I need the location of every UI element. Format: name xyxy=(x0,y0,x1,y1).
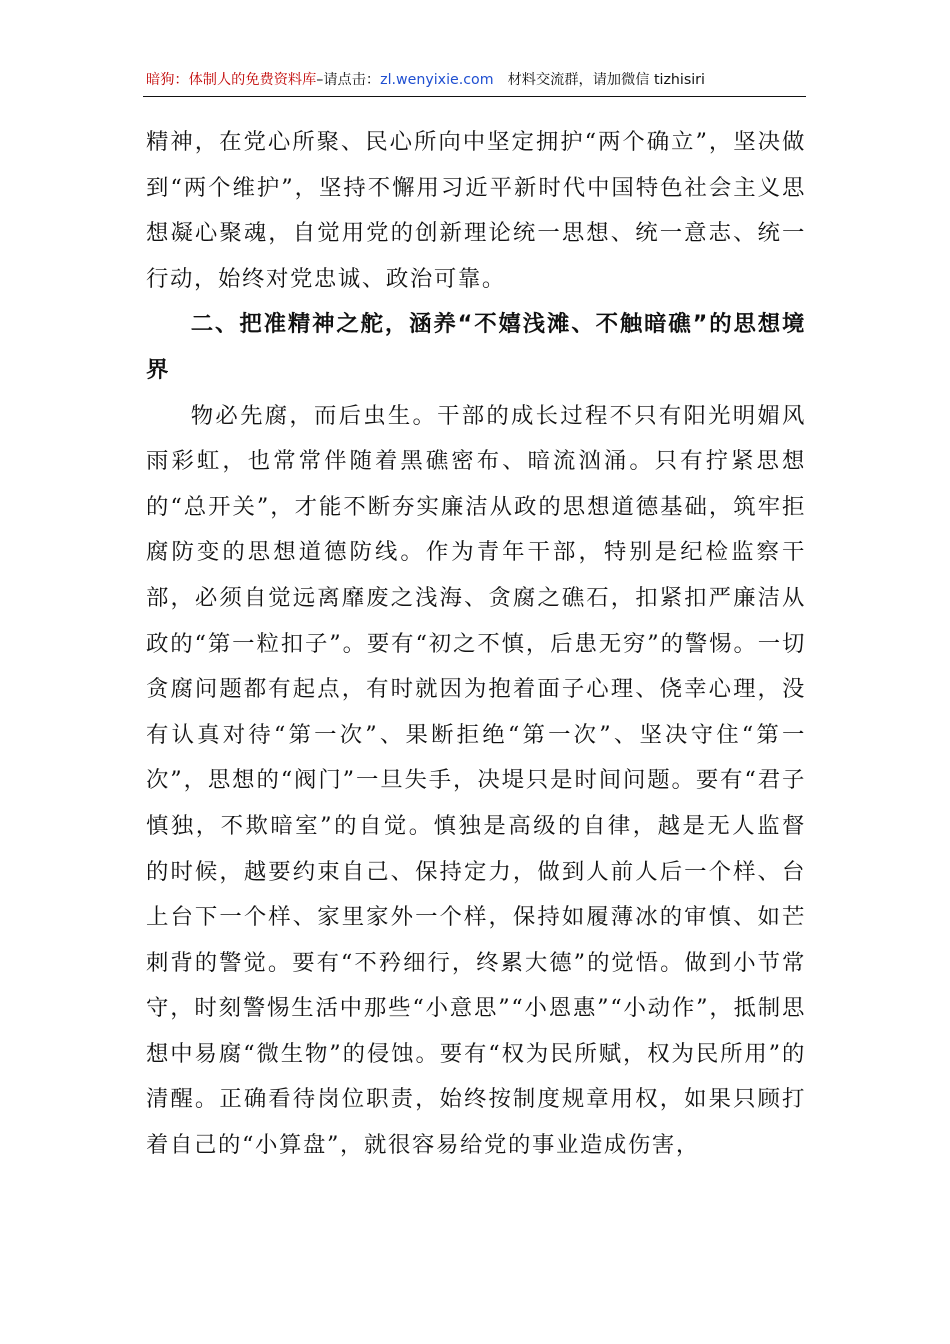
header-prompt: –请点击： xyxy=(316,72,381,88)
header-wechat-note: 材料交流群，请加微信 tizhisiri xyxy=(507,72,705,88)
header-brand: 暗狗：体制人的免费资料库 xyxy=(146,72,317,88)
document-body xyxy=(146,120,806,1169)
body-paragraph-1: 精神，在党心所聚、民心所向中坚定拥护“两个确立”，坚决做到“两个维护”，坚持不懈用习近平新时代中国特色社会主义思想凝心聚魂，自觉用党的创新理论统一思想、统一意志、统一行动，始终对党忠诚、政治可靠。 xyxy=(146,129,806,292)
header-divider xyxy=(143,96,806,97)
page-header xyxy=(146,66,804,96)
body-paragraph-2: 物必先腐，而后虫生。干部的成长过程不只有阳光明媚风雨彩虹，也常常伴随着黑礁密布、暗流汹涌。只有拧紧思想的“总开关”，才能不断夯实廉洁从政的思想道德基础，筑牢拒腐防变的思想道德防线。作为青年干部，特别是纪检监察干部，必须自觉远离靡废之浅海、贪腐之礁石，扣紧扣严廉洁从政的“第一粒扣子”。要有“初之不慎，后患无穷”的警惕。一切贪腐问题都有起点，有时就因为抱着面子心理、侥幸心理，没有认真对待“第一次”、果断拒绝“第一次”、坚决守住“第一次”，思想的“阀门”一旦失手，决堤只是时间问题。要有“君子慎独，不欺暗室”的自觉。慎独是高级的自律，越是无人监督的时候，越要约束自己、保持定力，做到人前人后一个样、台上台下一个样、家里家外一个样，保持如履薄冰的审慎、如芒刺背的警觉。要有“不矜细行，终累大德”的觉悟。做到小节常守，时刻警惕生活中那些“小意思”“小恩惠”“小动作”，抵制思想中易腐“微生物”的侵蚀。要有“权为民所赋，权为民所用”的清醒。正确看待岗位职责，始终按制度规章用权，如果只顾打着自己的“小算盘”，就很容易给党的事业造成伤害， xyxy=(146,402,806,1159)
section-heading-2: 二、把准精神之舵，涵养“不嬉浅滩、不触暗礁”的思想境界 xyxy=(146,311,806,383)
header-link[interactable]: zl.wenyixie.com xyxy=(380,72,494,88)
